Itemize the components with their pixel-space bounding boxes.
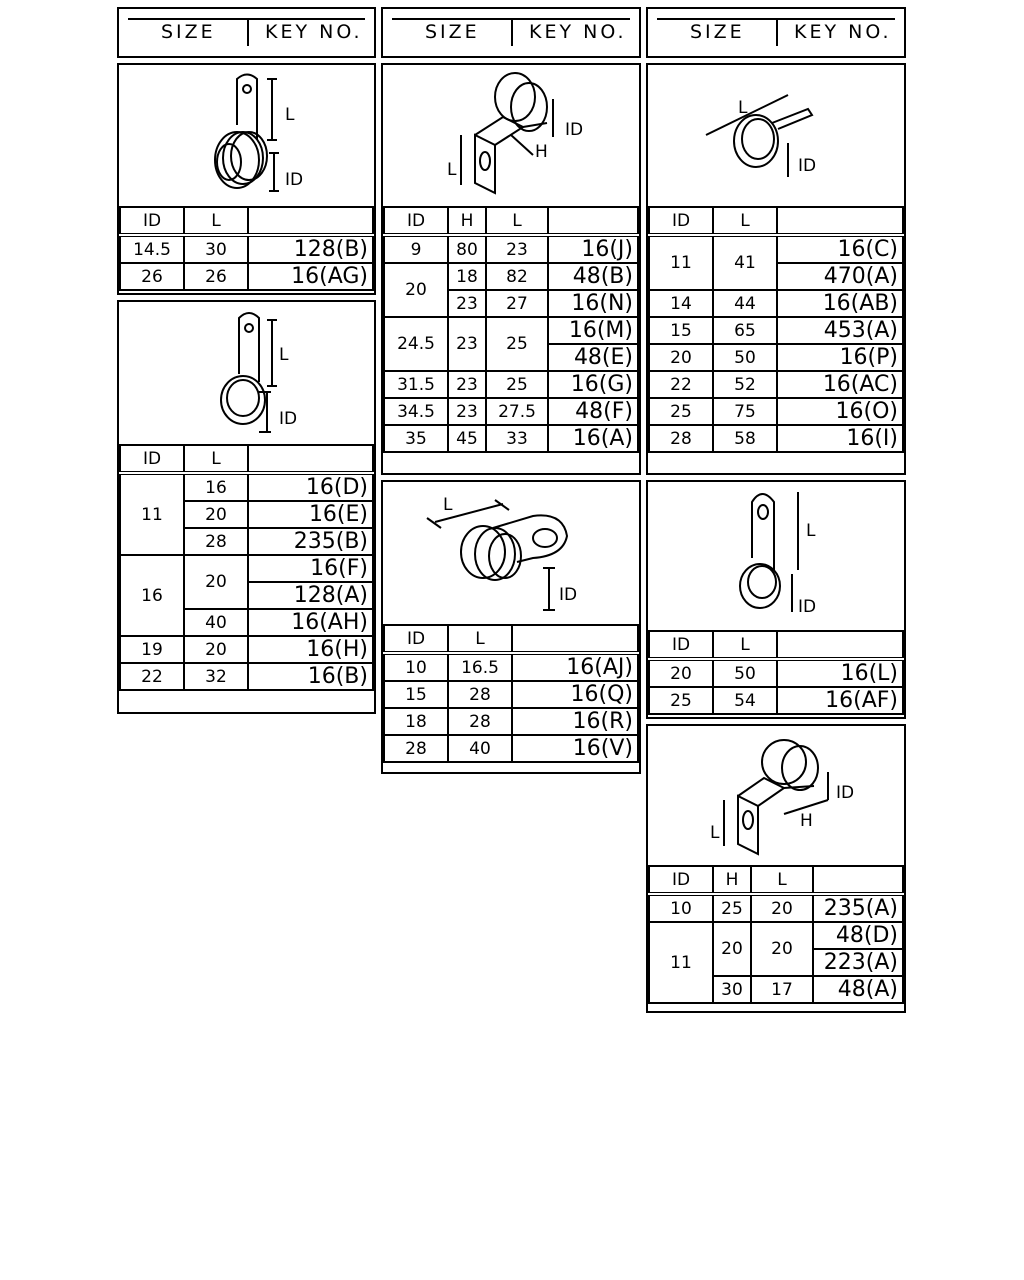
size-table — [119, 444, 374, 691]
coil-clamp-drawing — [119, 65, 374, 207]
key-number: 16(H) — [248, 636, 373, 663]
column-header-3 — [646, 7, 906, 58]
key-number: 16(AH) — [248, 609, 373, 636]
key-number: 16(C) — [777, 235, 903, 263]
table-row: 22 52 16(AC) — [649, 371, 903, 398]
svg-text:L: L — [738, 98, 748, 118]
col-header-l: L — [713, 631, 777, 659]
col-header-id: ID — [120, 445, 184, 473]
size-table — [648, 630, 904, 715]
col-header-id: ID — [649, 866, 713, 894]
table-row: 20 50 16(P) — [649, 344, 903, 371]
col-header-id: ID — [649, 631, 713, 659]
panel-p-clip — [646, 480, 906, 719]
size-label: SIZE — [161, 21, 216, 43]
key-number: 16(AC) — [777, 371, 903, 398]
size-table — [383, 206, 639, 453]
key-no-label: KEY NO. — [529, 21, 627, 43]
table-row: 22 32 16(B) — [120, 663, 373, 690]
offset-clamp-drawing — [383, 65, 639, 207]
key-number: 16(AG) — [248, 263, 373, 290]
col-header-l: L — [713, 207, 777, 235]
panel-tab-clamp — [117, 300, 376, 714]
col-header-l: L — [448, 625, 512, 653]
saddle-clamp-drawing — [383, 482, 639, 624]
table-row: 30 17 48(A) — [649, 976, 903, 1003]
key-number: 48(F) — [548, 398, 638, 425]
table-row: 24.5 23 25 16(M) — [384, 317, 638, 344]
table-row: 23 27 16(N) — [384, 290, 638, 317]
key-number: 48(B) — [548, 263, 638, 290]
key-number: 16(J) — [548, 235, 638, 263]
key-number: 453(A) — [777, 317, 903, 344]
key-number: 128(B) — [248, 235, 373, 263]
svg-text:ID: ID — [798, 156, 817, 176]
ring-clamp-drawing — [648, 65, 904, 207]
svg-text:L: L — [285, 105, 295, 125]
size-label: SIZE — [425, 21, 480, 43]
col-header-id: ID — [384, 207, 448, 235]
table-row: 11 41 16(C) — [649, 235, 903, 263]
key-number: 16(AJ) — [512, 653, 638, 681]
svg-text:L: L — [710, 823, 720, 843]
panel-saddle-clamp — [381, 480, 641, 774]
key-number: 16(V) — [512, 735, 638, 762]
col-header-h: H — [448, 207, 486, 235]
panel-offset-clamp — [381, 63, 641, 475]
key-number: 235(A) — [813, 894, 903, 922]
table-row: 35 45 33 16(A) — [384, 425, 638, 452]
table-row: 25 75 16(O) — [649, 398, 903, 425]
table-row: 34.5 23 27.5 48(F) — [384, 398, 638, 425]
key-number: 16(B) — [248, 663, 373, 690]
table-row: 10 25 20 235(A) — [649, 894, 903, 922]
svg-text:H: H — [535, 142, 548, 162]
key-number: 235(B) — [248, 528, 373, 555]
key-number: 48(A) — [813, 976, 903, 1003]
svg-text:ID: ID — [565, 120, 584, 140]
p-clip-drawing — [648, 482, 904, 630]
table-row: 31.5 23 25 16(G) — [384, 371, 638, 398]
key-number: 16(P) — [777, 344, 903, 371]
key-no-label: KEY NO. — [265, 21, 363, 43]
size-label: SIZE — [690, 21, 745, 43]
col-header-l: L — [751, 866, 813, 894]
col-header-l: L — [184, 207, 248, 235]
table-row: 15 65 453(A) — [649, 317, 903, 344]
col-header-h: H — [713, 866, 751, 894]
svg-text:L: L — [279, 345, 289, 365]
key-number: 16(R) — [512, 708, 638, 735]
key-number: 48(E) — [548, 344, 638, 371]
table-row: 19 20 16(H) — [120, 636, 373, 663]
size-table — [383, 624, 639, 763]
key-number: 48(D) — [813, 922, 903, 949]
key-number: 16(AF) — [777, 687, 903, 714]
key-number: 470(A) — [777, 263, 903, 290]
table-row: 28 40 16(V) — [384, 735, 638, 762]
key-number: 16(F) — [248, 555, 373, 582]
tab-clamp-drawing — [119, 302, 374, 446]
table-row: 28 235(B) — [120, 528, 373, 555]
offset-clamp-2-drawing — [648, 726, 904, 866]
col-header-l: L — [184, 445, 248, 473]
table-row: 14.5 30 128(B) — [120, 235, 373, 263]
column-header-1 — [117, 7, 376, 58]
key-number: 16(O) — [777, 398, 903, 425]
table-row: 11 16 16(D) — [120, 473, 373, 501]
key-number: 223(A) — [813, 949, 903, 976]
svg-text:ID: ID — [559, 585, 578, 605]
svg-text:ID: ID — [285, 170, 304, 190]
table-row: 15 28 16(Q) — [384, 681, 638, 708]
svg-text:L: L — [447, 160, 457, 180]
key-number: 16(G) — [548, 371, 638, 398]
col-header-l: L — [486, 207, 548, 235]
table-row: 40 16(AH) — [120, 609, 373, 636]
table-row: 20 50 16(L) — [649, 659, 903, 687]
table-row: 18 28 16(R) — [384, 708, 638, 735]
svg-text:L: L — [806, 521, 816, 541]
key-no-label: KEY NO. — [794, 21, 892, 43]
table-row: 26 26 16(AG) — [120, 263, 373, 290]
panel-ring-clamp — [646, 63, 906, 475]
svg-text:L: L — [443, 495, 453, 515]
key-number: 16(I) — [777, 425, 903, 452]
panel-offset-clamp-2 — [646, 724, 906, 1013]
table-row: 28 58 16(I) — [649, 425, 903, 452]
col-header-id: ID — [384, 625, 448, 653]
svg-text:ID: ID — [836, 783, 855, 803]
key-number: 16(M) — [548, 317, 638, 344]
key-number: 16(AB) — [777, 290, 903, 317]
table-row: 20 18 82 48(B) — [384, 263, 638, 290]
key-number: 16(E) — [248, 501, 373, 528]
svg-text:ID: ID — [279, 409, 298, 429]
panel-coil-clamp — [117, 63, 376, 295]
column-header-2 — [381, 7, 641, 58]
svg-text:ID: ID — [798, 597, 817, 617]
table-row: 20 16(E) — [120, 501, 373, 528]
table-row: 25 54 16(AF) — [649, 687, 903, 714]
size-table — [648, 206, 904, 453]
key-number: 128(A) — [248, 582, 373, 609]
table-row: 16 20 16(F) — [120, 555, 373, 582]
key-number: 16(D) — [248, 473, 373, 501]
key-number: 16(Q) — [512, 681, 638, 708]
size-table — [119, 206, 374, 291]
key-number: 16(A) — [548, 425, 638, 452]
col-header-id: ID — [120, 207, 184, 235]
table-row: 11 20 20 48(D) — [649, 922, 903, 949]
key-number: 16(N) — [548, 290, 638, 317]
table-row: 10 16.5 16(AJ) — [384, 653, 638, 681]
size-table — [648, 865, 904, 1004]
col-header-id: ID — [649, 207, 713, 235]
table-row: 14 44 16(AB) — [649, 290, 903, 317]
svg-text:H: H — [800, 811, 813, 831]
key-number: 16(L) — [777, 659, 903, 687]
table-row: 9 80 23 16(J) — [384, 235, 638, 263]
